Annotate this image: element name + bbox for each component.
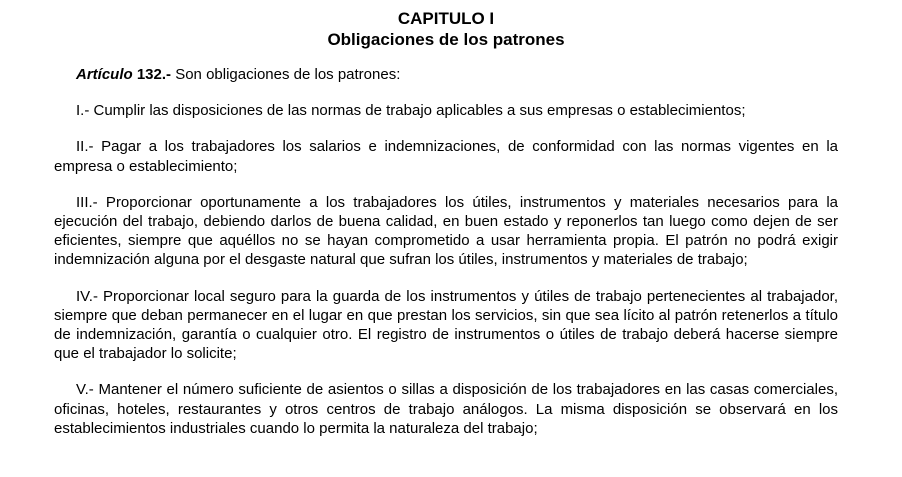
list-item-fraction-iv: IV.- Proporcionar local seguro para la guarda de los instrumentos y útiles de trabajo pertenecientes al trabajador, siempre que deban permanecer en el lugar en que prestan los servicios, sin que sea lícito al patrón retenerlos a título de indemnización, garantía o cualquier otro. El registro de instrumentos o útiles de trabajo deberá hacerse siempre que el trabajador lo solicite; — [54, 287, 838, 363]
document-page — [54, 8, 838, 438]
list-item-fraction-iii: III.- Proporcionar oportunamente a los trabajadores los útiles, instrumentos y materiales necesarios para la ejecución del trabajo, debiendo darlos de buena calidad, en buen estado y reponerlos tan luego como dejen de ser eficientes, siempre que aquéllos no se hayan comprometido a usar herramienta propia. El patrón no podrá exigir indemnización alguna por el desgaste natural que sufran los útiles, instrumentos y materiales de trabajo; — [54, 193, 838, 269]
list-item-fraction-i: I.- Cumplir las disposiciones de las normas de trabajo aplicables a sus empresas o establecimientos; — [76, 102, 746, 120]
article-intro — [54, 65, 838, 84]
chapter-title: CAPITULO I — [397, 9, 495, 28]
list-item-fraction-ii: II.- Pagar a los trabajadores los salarios e indemnizaciones, de conformidad con las normas vigentes en la empresa o establecimiento; — [54, 138, 838, 175]
article-intro-text: Son obligaciones de los patrones: — [171, 66, 401, 83]
list-item-fraction-v: V.- Mantener el número suficiente de asientos o sillas a disposición de los trabajadores en las casas comerciales, oficinas, hoteles, restaurantes y otros centros de trabajo análogos. La misma disposición se observará en los establecimientos industriales cuando lo permita la naturaleza del trabajo; — [54, 381, 838, 437]
article-label — [76, 66, 171, 83]
chapter-subtitle: Obligaciones de los patrones — [327, 30, 565, 49]
article-number: 132.- — [136, 66, 172, 83]
article-label-prefix: Artículo — [76, 66, 137, 83]
